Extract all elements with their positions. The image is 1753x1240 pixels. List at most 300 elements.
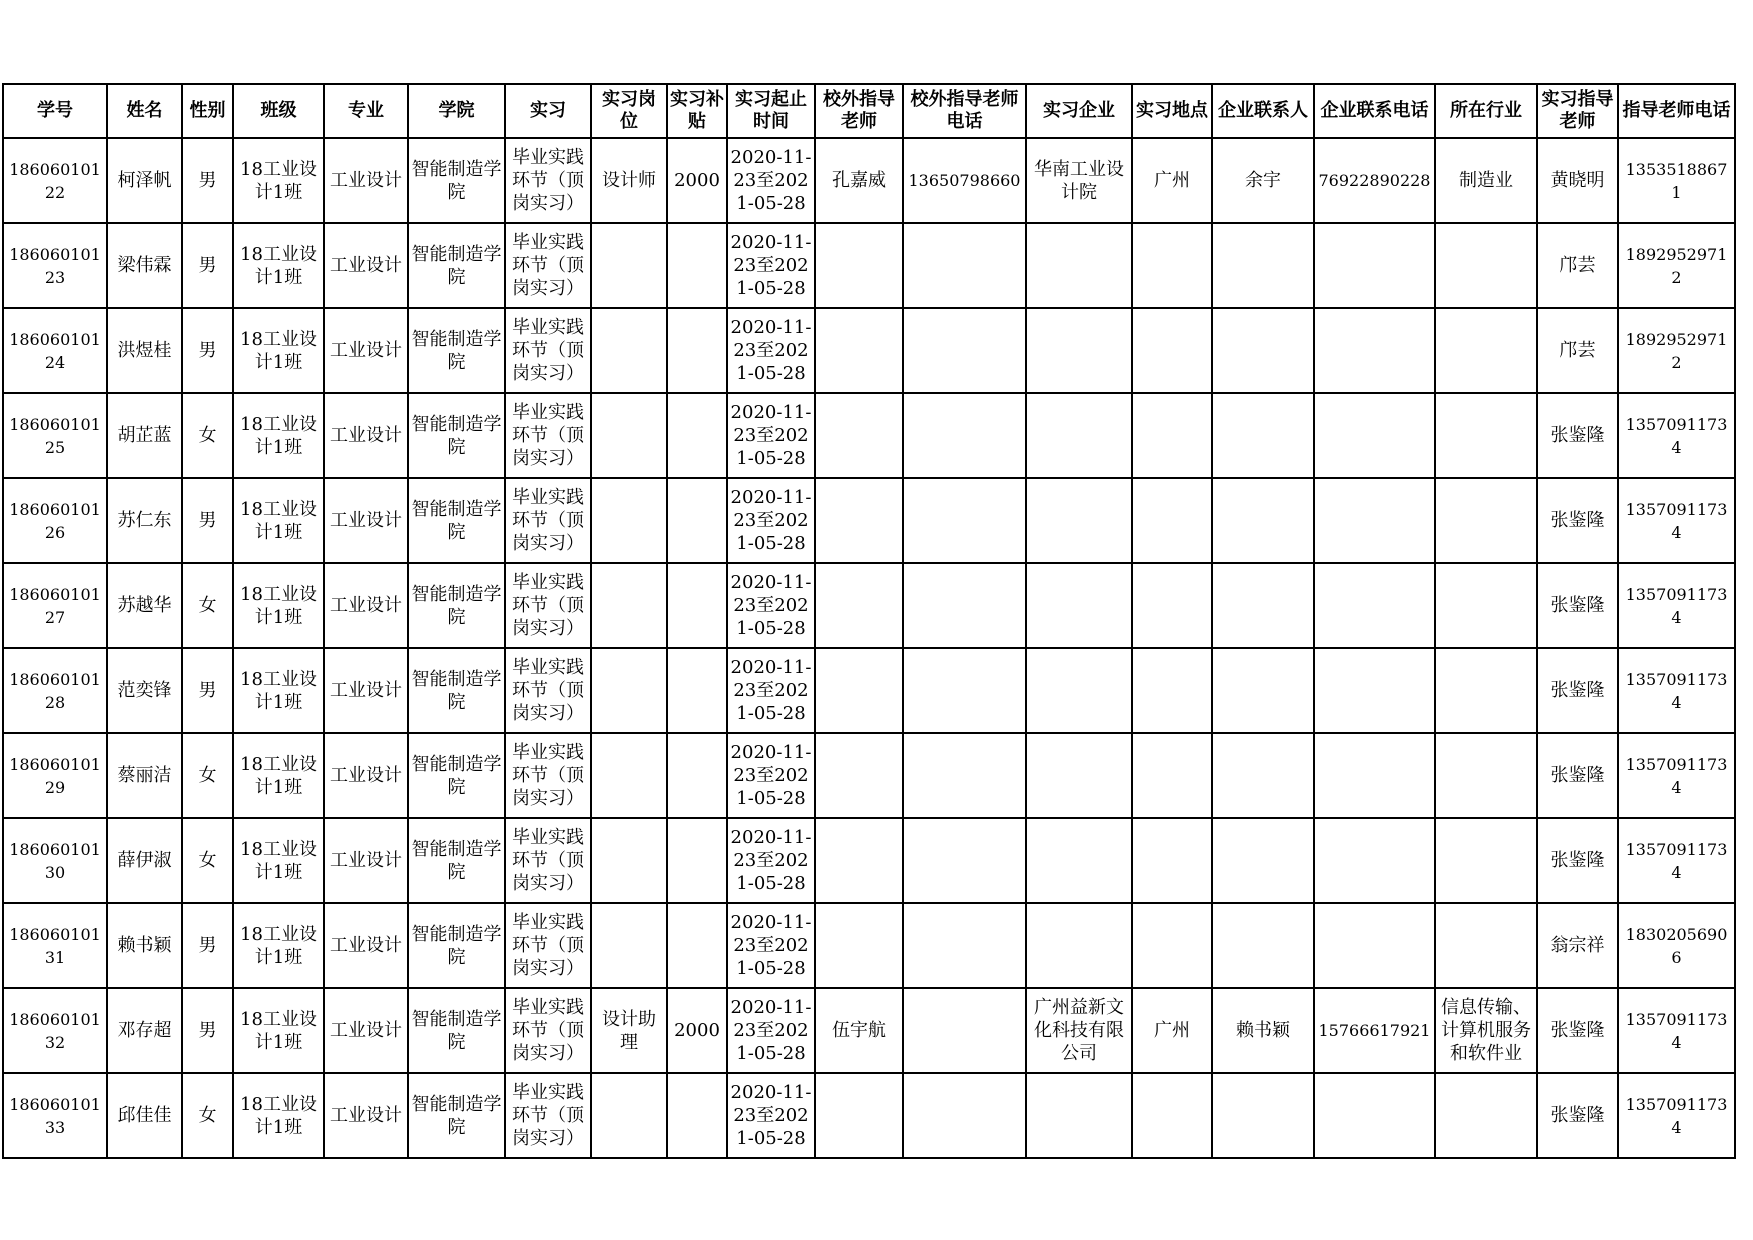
cell-industry	[1435, 648, 1537, 733]
cell-text: 邓存超	[117, 1020, 172, 1041]
cell-college	[408, 138, 505, 223]
cell-class	[233, 478, 324, 563]
cell-text: 13535188671	[1625, 159, 1728, 202]
cell-major	[324, 648, 408, 733]
cell-company	[1026, 1073, 1132, 1158]
cell-text: 18工业设计1班	[240, 328, 317, 373]
cell-subsidy	[667, 393, 727, 478]
cell-major	[324, 308, 408, 393]
cell-college	[408, 988, 505, 1073]
cell-college	[408, 903, 505, 988]
cell-student-id	[3, 393, 107, 478]
cell-text: 18工业设计1班	[240, 498, 317, 543]
cell-text: 18工业设计1班	[240, 243, 317, 288]
cell-tutor-phone	[1618, 478, 1735, 563]
cell-class	[233, 648, 324, 733]
cell-text: 18606010133	[9, 1094, 101, 1137]
cell-major	[324, 1073, 408, 1158]
cell-college	[408, 478, 505, 563]
cell-external-tutor-phone	[903, 648, 1026, 733]
cell-name	[107, 818, 182, 903]
table-row	[3, 733, 1735, 818]
cell-text: 智能制造学院	[411, 328, 502, 373]
cell-gender	[182, 393, 233, 478]
table-row	[3, 478, 1735, 563]
cell-text: 13570911734	[1625, 669, 1728, 712]
cell-text: 毕业实践环节（顶岗实习）	[512, 827, 584, 894]
cell-tutor	[1537, 138, 1618, 223]
cell-external-tutor-phone	[903, 733, 1026, 818]
header-tutor-phone: 指导老师电话	[1618, 84, 1735, 138]
cell-text: 男	[198, 680, 217, 701]
cell-internship	[505, 478, 591, 563]
cell-company-contact	[1212, 988, 1314, 1073]
cell-gender	[182, 223, 233, 308]
cell-company-contact	[1212, 1073, 1314, 1158]
cell-text: 13570911734	[1625, 1009, 1728, 1052]
cell-location	[1132, 818, 1212, 903]
cell-text: 工业设计	[330, 340, 402, 361]
cell-text: 毕业实践环节（顶岗实习）	[512, 912, 584, 979]
cell-text: 毕业实践环节（顶岗实习）	[512, 317, 584, 384]
cell-text: 2020-11-23至2021-05-28	[730, 317, 812, 384]
cell-external-tutor	[815, 563, 903, 648]
cell-period	[727, 903, 815, 988]
cell-text: 毕业实践环节（顶岗实习）	[512, 997, 584, 1064]
cell-position	[591, 818, 667, 903]
cell-subsidy	[667, 648, 727, 733]
cell-name	[107, 393, 182, 478]
cell-gender	[182, 478, 233, 563]
cell-industry	[1435, 308, 1537, 393]
cell-tutor-phone	[1618, 818, 1735, 903]
cell-text: 工业设计	[330, 1020, 402, 1041]
cell-text: 苏仁东	[117, 510, 172, 531]
cell-external-tutor	[815, 733, 903, 818]
table-row	[3, 223, 1735, 308]
cell-tutor	[1537, 308, 1618, 393]
cell-position	[591, 1073, 667, 1158]
cell-text: 邱佳佳	[117, 1105, 172, 1126]
cell-text: 毕业实践环节（顶岗实习）	[512, 1082, 584, 1149]
cell-college	[408, 1073, 505, 1158]
cell-text: 男	[198, 170, 217, 191]
cell-text: 毕业实践环节（顶岗实习）	[512, 232, 584, 299]
cell-company	[1026, 903, 1132, 988]
cell-text: 毕业实践环节（顶岗实习）	[512, 657, 584, 724]
cell-major	[324, 733, 408, 818]
cell-text: 智能制造学院	[411, 753, 502, 798]
cell-period	[727, 308, 815, 393]
header-row	[3, 84, 1735, 138]
cell-text: 邝芸	[1559, 340, 1596, 361]
cell-text: 设计师	[602, 170, 656, 191]
cell-text: 张鉴隆	[1550, 680, 1605, 701]
cell-text: 13570911734	[1625, 1094, 1728, 1137]
cell-internship	[505, 1073, 591, 1158]
cell-industry	[1435, 1073, 1537, 1158]
cell-company-phone	[1314, 478, 1435, 563]
cell-tutor-phone	[1618, 223, 1735, 308]
cell-text: 邝芸	[1559, 255, 1596, 276]
header-external-tutor-phone: 校外指导老师电话	[903, 84, 1026, 138]
cell-text: 男	[198, 510, 217, 531]
cell-name	[107, 308, 182, 393]
cell-class	[233, 563, 324, 648]
cell-text: 男	[198, 935, 217, 956]
cell-text: 2020-11-23至2021-05-28	[730, 1082, 812, 1149]
header-class: 班级	[233, 84, 324, 138]
cell-tutor-phone	[1618, 648, 1735, 733]
cell-text: 13570911734	[1625, 584, 1728, 627]
cell-position	[591, 988, 667, 1073]
cell-text: 18606010128	[9, 669, 101, 712]
cell-position	[591, 648, 667, 733]
cell-class	[233, 733, 324, 818]
cell-text: 2000	[674, 170, 720, 191]
cell-name	[107, 223, 182, 308]
cell-gender	[182, 1073, 233, 1158]
header-company-phone: 企业联系电话	[1314, 84, 1435, 138]
cell-company	[1026, 478, 1132, 563]
header-major: 专业	[324, 84, 408, 138]
cell-tutor	[1537, 223, 1618, 308]
cell-company	[1026, 988, 1132, 1073]
cell-student-id	[3, 223, 107, 308]
cell-gender	[182, 818, 233, 903]
cell-text: 智能制造学院	[411, 158, 502, 203]
cell-student-id	[3, 308, 107, 393]
table-row	[3, 563, 1735, 648]
cell-external-tutor	[815, 308, 903, 393]
cell-company	[1026, 733, 1132, 818]
cell-major	[324, 393, 408, 478]
cell-tutor	[1537, 563, 1618, 648]
cell-text: 2020-11-23至2021-05-28	[730, 742, 812, 809]
cell-company-phone	[1314, 903, 1435, 988]
cell-text: 13570911734	[1625, 839, 1728, 882]
cell-position	[591, 393, 667, 478]
cell-college	[408, 818, 505, 903]
cell-company-contact	[1212, 478, 1314, 563]
cell-gender	[182, 563, 233, 648]
cell-text: 76922890228	[1318, 171, 1431, 190]
cell-location	[1132, 733, 1212, 818]
cell-text: 18工业设计1班	[240, 753, 317, 798]
cell-text: 女	[198, 850, 217, 871]
cell-company-contact	[1212, 563, 1314, 648]
cell-period	[727, 733, 815, 818]
cell-tutor-phone	[1618, 138, 1735, 223]
cell-subsidy	[667, 988, 727, 1073]
cell-external-tutor-phone	[903, 138, 1026, 223]
cell-text: 女	[198, 595, 217, 616]
cell-external-tutor	[815, 478, 903, 563]
cell-text: 张鉴隆	[1550, 425, 1605, 446]
cell-text: 工业设计	[330, 425, 402, 446]
cell-text: 15766617921	[1318, 1021, 1431, 1040]
cell-company	[1026, 818, 1132, 903]
header-name: 姓名	[107, 84, 182, 138]
cell-text: 伍宇航	[832, 1020, 886, 1041]
cell-text: 工业设计	[330, 850, 402, 871]
cell-location	[1132, 138, 1212, 223]
cell-position	[591, 308, 667, 393]
cell-gender	[182, 988, 233, 1073]
cell-subsidy	[667, 308, 727, 393]
cell-text: 工业设计	[330, 595, 402, 616]
cell-text: 毕业实践环节（顶岗实习）	[512, 742, 584, 809]
cell-company-phone	[1314, 138, 1435, 223]
cell-industry	[1435, 903, 1537, 988]
cell-company	[1026, 308, 1132, 393]
cell-external-tutor	[815, 393, 903, 478]
cell-location	[1132, 223, 1212, 308]
cell-text: 女	[198, 1105, 217, 1126]
cell-external-tutor-phone	[903, 988, 1026, 1073]
cell-text: 张鉴隆	[1550, 510, 1605, 531]
cell-text: 工业设计	[330, 170, 402, 191]
cell-period	[727, 1073, 815, 1158]
cell-location	[1132, 478, 1212, 563]
header-company: 实习企业	[1026, 84, 1132, 138]
internship-table	[2, 83, 1736, 1159]
cell-text: 2020-11-23至2021-05-28	[730, 827, 812, 894]
cell-text: 2000	[674, 1020, 720, 1041]
cell-text: 苏越华	[117, 595, 172, 616]
cell-text: 18606010122	[9, 159, 101, 202]
cell-tutor-phone	[1618, 733, 1735, 818]
cell-company-phone	[1314, 818, 1435, 903]
cell-text: 梁伟霖	[117, 255, 172, 276]
cell-text: 男	[198, 255, 217, 276]
cell-position	[591, 223, 667, 308]
cell-class	[233, 223, 324, 308]
cell-student-id	[3, 138, 107, 223]
cell-text: 13570911734	[1625, 499, 1728, 542]
cell-text: 18工业设计1班	[240, 838, 317, 883]
cell-internship	[505, 138, 591, 223]
cell-gender	[182, 138, 233, 223]
cell-class	[233, 308, 324, 393]
cell-text: 18工业设计1班	[240, 923, 317, 968]
cell-tutor-phone	[1618, 563, 1735, 648]
header-student-id: 学号	[3, 84, 107, 138]
cell-period	[727, 393, 815, 478]
cell-major	[324, 988, 408, 1073]
cell-text: 18工业设计1班	[240, 583, 317, 628]
cell-subsidy	[667, 138, 727, 223]
cell-text: 智能制造学院	[411, 838, 502, 883]
cell-text: 18606010129	[9, 754, 101, 797]
cell-position	[591, 903, 667, 988]
cell-internship	[505, 988, 591, 1073]
cell-subsidy	[667, 818, 727, 903]
cell-text: 制造业	[1459, 170, 1513, 191]
cell-text: 13570911734	[1625, 754, 1728, 797]
cell-period	[727, 563, 815, 648]
cell-text: 张鉴隆	[1550, 765, 1605, 786]
cell-internship	[505, 563, 591, 648]
cell-text: 2020-11-23至2021-05-28	[730, 912, 812, 979]
cell-tutor-phone	[1618, 308, 1735, 393]
cell-text: 女	[198, 425, 217, 446]
cell-industry	[1435, 223, 1537, 308]
table-row	[3, 988, 1735, 1073]
cell-tutor	[1537, 903, 1618, 988]
cell-tutor	[1537, 988, 1618, 1073]
cell-class	[233, 393, 324, 478]
cell-text: 工业设计	[330, 680, 402, 701]
cell-text: 智能制造学院	[411, 243, 502, 288]
cell-major	[324, 223, 408, 308]
cell-text: 薛伊淑	[117, 850, 172, 871]
cell-text: 洪煜桂	[117, 340, 172, 361]
cell-class	[233, 818, 324, 903]
cell-text: 柯泽帆	[117, 170, 172, 191]
cell-text: 智能制造学院	[411, 923, 502, 968]
cell-name	[107, 1073, 182, 1158]
cell-external-tutor-phone	[903, 563, 1026, 648]
cell-college	[408, 393, 505, 478]
cell-tutor	[1537, 648, 1618, 733]
cell-student-id	[3, 733, 107, 818]
cell-college	[408, 308, 505, 393]
cell-company-contact	[1212, 393, 1314, 478]
header-gender: 性别	[182, 84, 233, 138]
cell-major	[324, 903, 408, 988]
cell-major	[324, 563, 408, 648]
cell-company	[1026, 138, 1132, 223]
cell-student-id	[3, 903, 107, 988]
cell-student-id	[3, 563, 107, 648]
cell-company-contact	[1212, 733, 1314, 818]
cell-major	[324, 138, 408, 223]
header-external-tutor: 校外指导老师	[815, 84, 903, 138]
cell-period	[727, 478, 815, 563]
cell-external-tutor-phone	[903, 1073, 1026, 1158]
header-subsidy: 实习补贴	[667, 84, 727, 138]
cell-subsidy	[667, 733, 727, 818]
cell-industry	[1435, 393, 1537, 478]
cell-name	[107, 478, 182, 563]
cell-name	[107, 903, 182, 988]
cell-industry	[1435, 563, 1537, 648]
cell-name	[107, 563, 182, 648]
cell-class	[233, 138, 324, 223]
cell-gender	[182, 903, 233, 988]
cell-text: 余宇	[1245, 170, 1281, 191]
cell-company-phone	[1314, 223, 1435, 308]
cell-subsidy	[667, 563, 727, 648]
cell-gender	[182, 648, 233, 733]
cell-text: 毕业实践环节（顶岗实习）	[512, 572, 584, 639]
cell-external-tutor-phone	[903, 223, 1026, 308]
cell-text: 18606010132	[9, 1009, 101, 1052]
cell-company-phone	[1314, 308, 1435, 393]
cell-text: 2020-11-23至2021-05-28	[730, 147, 812, 214]
cell-college	[408, 563, 505, 648]
cell-company	[1026, 393, 1132, 478]
cell-tutor-phone	[1618, 393, 1735, 478]
cell-location	[1132, 393, 1212, 478]
cell-company-contact	[1212, 818, 1314, 903]
cell-student-id	[3, 1073, 107, 1158]
cell-tutor	[1537, 1073, 1618, 1158]
cell-period	[727, 223, 815, 308]
cell-text: 信息传输、计算机服务和软件业	[1441, 997, 1531, 1064]
cell-tutor	[1537, 733, 1618, 818]
cell-company-contact	[1212, 903, 1314, 988]
cell-college	[408, 733, 505, 818]
cell-text: 智能制造学院	[411, 413, 502, 458]
cell-company-phone	[1314, 733, 1435, 818]
cell-text: 18606010125	[9, 414, 101, 457]
cell-text: 广州	[1154, 170, 1190, 191]
cell-tutor-phone	[1618, 1073, 1735, 1158]
cell-company-phone	[1314, 1073, 1435, 1158]
cell-external-tutor	[815, 138, 903, 223]
cell-company	[1026, 648, 1132, 733]
cell-tutor	[1537, 478, 1618, 563]
cell-text: 男	[198, 1020, 217, 1041]
cell-internship	[505, 308, 591, 393]
cell-location	[1132, 648, 1212, 733]
cell-industry	[1435, 138, 1537, 223]
cell-position	[591, 733, 667, 818]
cell-text: 18工业设计1班	[240, 413, 317, 458]
cell-gender	[182, 733, 233, 818]
cell-text: 工业设计	[330, 255, 402, 276]
header-college: 学院	[408, 84, 505, 138]
cell-text: 13570911734	[1625, 414, 1728, 457]
cell-location	[1132, 903, 1212, 988]
cell-text: 18606010123	[9, 244, 101, 287]
cell-student-id	[3, 648, 107, 733]
header-company-contact: 企业联系人	[1212, 84, 1314, 138]
cell-location	[1132, 308, 1212, 393]
cell-company	[1026, 563, 1132, 648]
cell-company-phone	[1314, 393, 1435, 478]
cell-text: 翁宗祥	[1550, 935, 1605, 956]
cell-location	[1132, 563, 1212, 648]
cell-company-contact	[1212, 648, 1314, 733]
cell-text: 广州益新文化科技有限公司	[1034, 997, 1124, 1064]
cell-text: 张鉴隆	[1550, 1105, 1605, 1126]
cell-text: 赖书颖	[1236, 1020, 1290, 1041]
cell-external-tutor	[815, 648, 903, 733]
cell-text: 2020-11-23至2021-05-28	[730, 572, 812, 639]
cell-tutor	[1537, 818, 1618, 903]
cell-text: 18606010126	[9, 499, 101, 542]
cell-text: 男	[198, 340, 217, 361]
header-internship: 实习	[505, 84, 591, 138]
cell-position	[591, 563, 667, 648]
cell-internship	[505, 733, 591, 818]
cell-text: 张鉴隆	[1550, 595, 1605, 616]
cell-industry	[1435, 478, 1537, 563]
cell-company-phone	[1314, 563, 1435, 648]
cell-class	[233, 1073, 324, 1158]
cell-text: 赖书颖	[117, 935, 172, 956]
cell-tutor	[1537, 393, 1618, 478]
cell-text: 工业设计	[330, 765, 402, 786]
cell-text: 18606010131	[9, 924, 101, 967]
cell-text: 智能制造学院	[411, 583, 502, 628]
cell-subsidy	[667, 478, 727, 563]
cell-text: 蔡丽洁	[117, 765, 172, 786]
cell-text: 工业设计	[330, 935, 402, 956]
